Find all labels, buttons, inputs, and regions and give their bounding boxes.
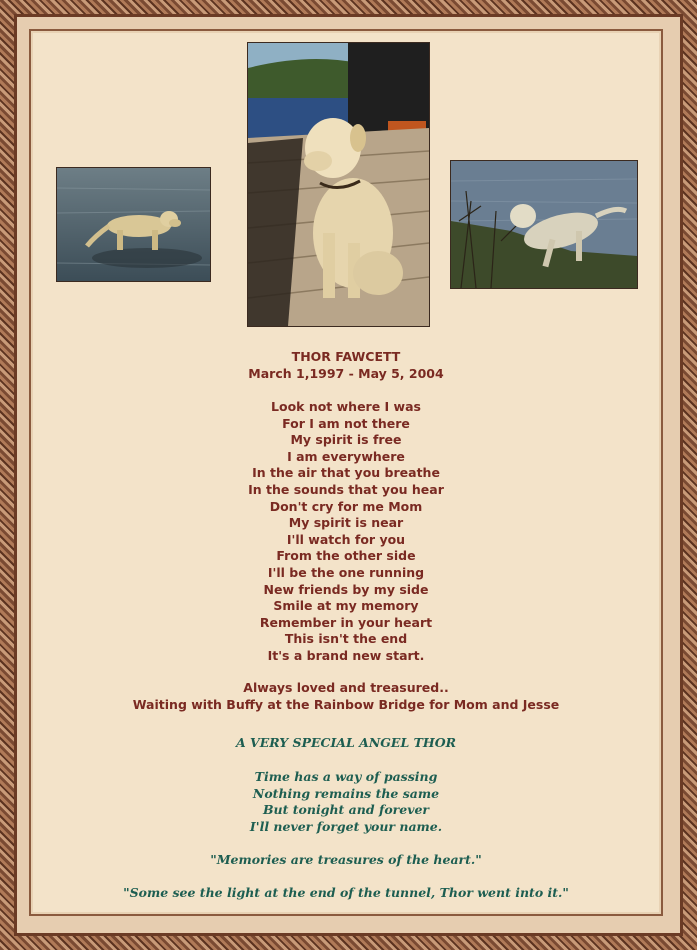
poem-line: Remember in your heart [259,614,433,630]
pet-name: THOR FAWCETT [291,349,401,364]
dedication-line-2: Waiting with Buffy at the Rainbow Bridge for Mom and Jesse [132,696,560,712]
dog-on-dock-photo [247,42,430,327]
poem-line: My spirit is near [288,515,404,531]
poem-line: In the sounds that you hear [248,481,444,497]
rainbow-poem [29,399,663,665]
poem-line: New friends by my side [263,581,429,597]
poem-line: For I am not there [282,415,410,431]
angel-title: A VERY SPECIAL ANGEL THOR [235,735,456,750]
poem-line: This isn't the end [284,631,408,647]
tunnel-quote: "Some see the light at the end of the tunnel, Thor went into it." [123,885,569,900]
verse-line: But tonight and forever [262,802,429,818]
poem-line: I'll be the one running [267,564,425,580]
memories-quote: "Memories are treasures of the heart." [210,852,482,867]
dog-on-shore-photo [450,160,638,289]
poem-line: My spirit is free [290,432,402,448]
angel-verse [29,769,663,835]
poem-line: From the other side [276,548,416,564]
verse-line: Time has a way of passing [254,769,438,784]
memorial-heading [29,349,663,382]
verse-line: I'll never forget your name. [249,818,443,834]
life-dates: March 1,1997 - May 5, 2004 [248,365,444,381]
poem-line: Don't cry for me Mom [269,498,423,514]
dedication-line-1: Always loved and treasured.. [243,680,449,695]
poem-line: Look not where I was [271,399,421,414]
poem-line: Smile at my memory [273,598,419,614]
poem-line: I'll watch for you [286,531,406,547]
dedication [29,680,663,713]
poem-line: In the air that you breathe [252,465,440,481]
poem-line: It's a brand new start. [267,647,425,663]
poem-line: I am everywhere [287,448,405,464]
verse-line: Nothing remains the same [252,785,440,801]
dog-in-water-photo [56,167,211,282]
